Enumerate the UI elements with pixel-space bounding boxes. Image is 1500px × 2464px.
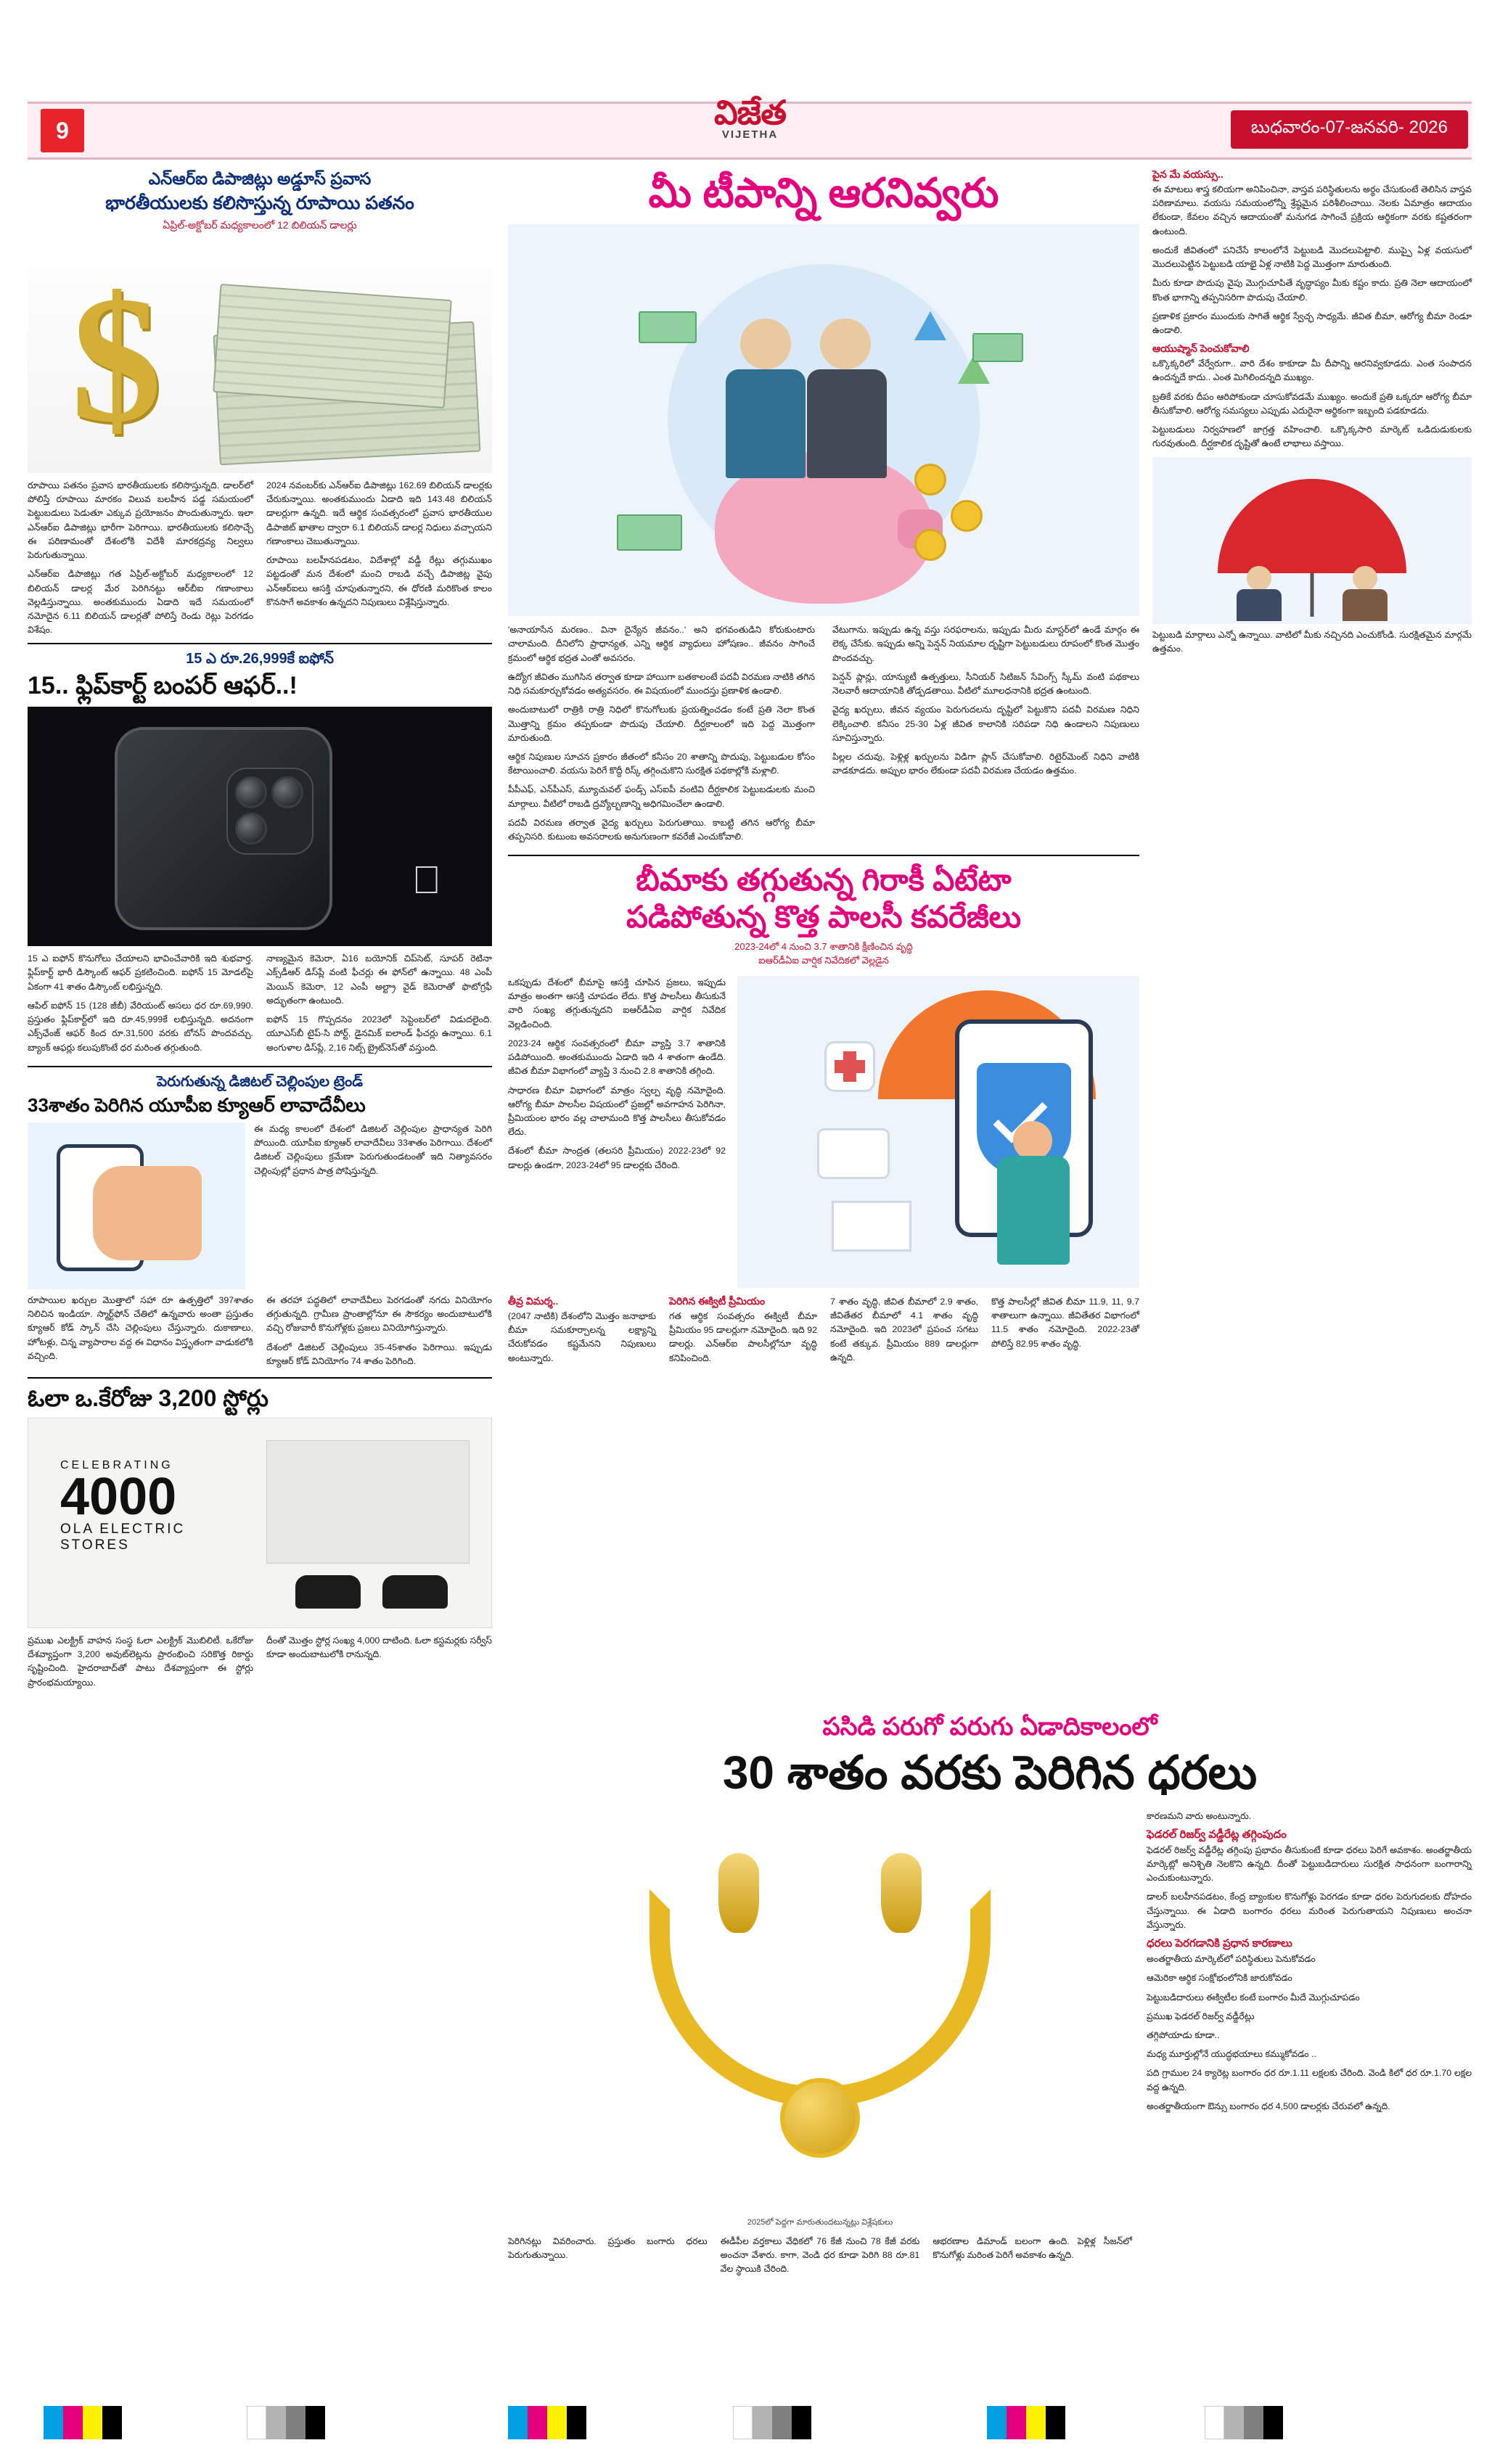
gold-subhead-1: ధరలు పెరగడానికి ప్రధాన కారణాలు (1147, 1937, 1292, 1950)
apple-logo-icon (412, 858, 442, 903)
retirement-body-columns (508, 623, 1139, 849)
color-bar-group (44, 2406, 122, 2439)
insurance-kicker-1: 2023-24లో 4 నుంచి 3.7 శాతానికి క్షీణించిన వృద్ధి (734, 941, 913, 953)
camera-module-icon (226, 768, 313, 855)
phone-body-shape (115, 727, 332, 930)
color-bar-group (508, 2406, 586, 2439)
right-column (1152, 168, 1472, 661)
iphone-body: 15 ఎ ఐఫోన్‌ కొనుగోలు చేయాలని భావించేవారికి ఇది శుభవార్త. ఫ్లిప్‌కార్ట్‌ భారీ డిస్కౌంట్‌ ఆఫర్‌ ప్రకటించింది. ఐఫోన్‌ 15 మోడల్‌పై ఏకంగా 41 శాతం డిస్కౌంట్‌ లభిస్తున్నది. ఆపిల్‌ ఐఫోన్‌ 15 (128 జీబీ) వేరియంట్‌ అసలు ధర రూ.69,990. ప్రస్తుతం ఫ్లిప్‌కార్ట్‌లో ఇది రూ.45,999కే లభిస్తున్నది. అదనంగా ఎక్స్‌ఛేంజ్‌ ఆఫర్‌ కింద రూ.31,500 వరకు బోనస్‌ పొందవచ్చు. బ్యాంక్‌ ఆఫర్లు కలుపుకొంటే ధర మరింత తగ్గుతుంది. నాణ్యమైన కెమెరా, ఏ16 బయోనిక్‌ చిప్‌సెట్‌, సూపర్‌ రెటినా ఎక్స్‌డీఆర్‌ డిస్‌ప్లే వంటి ఫీచర్లు ఈ ఫోన్‌లో ఉన్నాయి. 48 ఎంపీ మెయిన్‌ కెమెరా, 12 ఎంపీ అల్ట్రా వైడ్‌ కెమెరాతో ఫొటోగ్రఫీ అద్భుతంగా ఉంటుంది. ఐఫోన్‌ 15 గొప్పదనం 2023లో సెప్టెంబర్‌లో విడుదలైంది. యూఎస్‌బీ టైప్‌-సి పోర్ట్‌, డైనమిక్‌ ఐలాండ్‌ ఫీచర్లు ఉన్నాయి. 6.1 అంగుళాల డిస్‌ప్లే, 2,16 నిట్స్‌ బ్రైట్‌నెస్‌తో వస్తుంది. (28, 953, 492, 1053)
insurance-sub-col1 (508, 1295, 656, 1371)
logo-subtitle: VIJETHA (721, 128, 779, 141)
gold-image-caption: 2025లో పెద్దగా మారుతుందటున్నట్లు విశ్లేషకులు (747, 2217, 893, 2227)
retirement-headline: మీ టీపాన్ని ఆరనివ్వరు (648, 170, 999, 215)
article-insurance-demand (508, 862, 1139, 1371)
ola-banner-text (60, 1459, 185, 1553)
gold-side-body-0: కారణమని వారు అంటున్నారు. (1147, 1810, 1252, 1821)
gold-body: పెరిగినట్లు వివరించారు. ప్రస్తుతం బంగారు ధరలు పెరుగుతున్నాయి. ఈడీపీల వర్తకాలు వేధికలో 76 కేజీ నుంచి 78 కేజీ వరకు అంచనా వేశారు. కాగా, వెండి ధర కూడా పెరిగి 88 రూ.81 వేల స్థాయికి చేరింది. ఆభరణాల డిమాండ్‌ బలంగా ఉంది. పెళ్లిళ్ల సీజన్‌లో కొనుగోళ్లు మరింత పెరిగే అవకాశం ఉన్నది. (508, 2235, 1132, 2275)
banknote-icon (617, 514, 682, 551)
camera-lens-icon (235, 776, 267, 808)
divider (28, 1377, 492, 1379)
ola-body: ప్రముఖ ఎలక్ట్రిక్‌ వాహన సంస్థ ఓలా ఎలక్ట్రిక్‌ మొబిలిటీ. ఒకేరోజు దేశవ్యాప్తంగా 3,200 అవుట్‌లెట్లను ప్రారంభించి సరికొత్త రికార్డు సృష్టించింది. హైదరాబాద్‌తో పాటు దేశవ్యాప్తంగా ఈ స్టోర్లు ప్రారంభమయ్యాయి. దీంతో మొత్తం స్టోర్ల సంఖ్య 4,000 దాటింది. ఓలా కస్టమర్లకు సర్వీస్‌ కూడా అందుబాటులోకి రానున్నది. (28, 1635, 492, 1688)
elderly-woman-body-icon (726, 369, 806, 478)
insurance-sub-body-2: గత ఆర్థిక సంవత్సరం ఈక్విటీ బీమా ప్రీమియం 95 డాలర్లుగా నమోదైంది. ఇది 92 డాలర్లు. ఎన్‌ఆర్‌ఐ పాలసీల్లోనూ వృద్ధి కనిపించింది. (669, 1311, 817, 1363)
scooter-icon (295, 1575, 361, 1609)
article-iphone-offer (28, 650, 492, 1059)
elderly-couple-umbrella-illustration (1152, 457, 1472, 624)
right-subhead-1: పైన మే వయస్సు.. (1152, 168, 1224, 180)
umbrella-icon (1218, 479, 1406, 573)
showroom-building-icon (266, 1440, 470, 1564)
newspaper-logo (714, 96, 786, 140)
insurance-sub-col4 (991, 1295, 1139, 1371)
divider (28, 1066, 492, 1067)
article-retirement-feature (508, 168, 1139, 849)
family-card-icon (817, 1128, 890, 1179)
article-upi-qr (28, 1073, 492, 1371)
gray-bar-group (247, 2406, 325, 2439)
issue-date: బుధవారం-07-జనవరి- 2026 (1231, 110, 1468, 149)
gold-image-block (508, 1810, 1132, 2277)
person-body-icon (1343, 589, 1388, 621)
dollar-sign-icon: $ (71, 259, 162, 460)
page-number: 9 (41, 109, 84, 152)
gold-kicker: పసిడి పరుగో పరుగు ఏడాదికాలంలో (822, 1713, 1157, 1741)
gray-bar-group (733, 2406, 811, 2439)
ola-headline: ఓలా ఒ.కేరోజు 3,200 స్టోర్లు (28, 1384, 269, 1411)
insurance-headline-line1: బీమాకు తగ్గుతున్న గిరాకీ ఏటేటా (636, 863, 1012, 898)
person-head-icon (1247, 566, 1271, 591)
camera-lens-icon (271, 776, 303, 808)
article-nri-deposits (28, 168, 492, 637)
middle-column (508, 168, 1139, 1371)
health-insurance-shield-illustration (737, 976, 1139, 1288)
banknote-icon (972, 333, 1023, 362)
ola-stores-label: STORES (60, 1537, 130, 1553)
insurance-headline-line2: పడిపోతున్న కొత్త పాలసీ కవరేజీలు (626, 899, 1021, 934)
nri-kicker: ఎన్‌ఆర్‌ఐ డిపాజిట్లు అడ్డూస్‌ ప్రవాస (148, 169, 372, 188)
insurance-subhead-2: పెరిగిన ఈక్విటీ ప్రీమియం (669, 1295, 766, 1307)
umbrella-handle-icon (1311, 573, 1314, 617)
iphone-product-photo (28, 707, 492, 946)
upi-headline: 33శాతం పెరిగిన యూపీఐ క్యూఆర్‌ లావాదేవీలు (28, 1093, 366, 1116)
iphone-headline: 15.. ఫ్లిప్‌కార్ట్‌ బంపర్ ఆఫర్..! (28, 672, 298, 700)
elderly-man-head-icon (820, 319, 871, 369)
insurance-subhead-1: తీవ్ర విమర్శ.. (508, 1295, 559, 1307)
insurance-sub-body-1: (2047 నాటికి) దేశంలోని మొత్తం జనాభాకు బీమా సమకూర్చాలన్న లక్ష్యాన్ని చేరుకోవడం కష్టమేనని నిపుణులు అంటున్నారు. (508, 1311, 656, 1363)
article-ola-stores (28, 1384, 492, 1690)
banknote-icon (639, 311, 697, 343)
upi-content (28, 1122, 492, 1289)
gold-bullets: అంతర్జాతీయ మార్కెట్‌లో పరిస్థితులు పెనుకోవడం ఆమెరికా ఆర్థిక సంక్షోభంలోనికి జారుకోవడం పెట్టుబడిదారులు ఈక్విటీల కంటే బంగారం మీదే మొగ్గుచూపడం ప్రముఖ ఫెడరల్‌ రిజర్వ్‌ వడ్డీరేట్లు తగ్గిపోయాడు కూడా.. మధ్య మూర్తుల్లోనే యుద్ధభయాలు కమ్ముకోవడం .. (1147, 1954, 1360, 2060)
elderly-man-body-icon (807, 369, 887, 478)
camera-lens-icon (235, 813, 267, 845)
gold-content-row (508, 1810, 1472, 2277)
ola-store-count: 4000 (60, 1467, 177, 1526)
iphone-kicker: 15 ఎ రూ.26,999కే ఐఫోన్ (186, 651, 334, 668)
coin-icon (914, 464, 946, 496)
hand-icon (93, 1166, 202, 1260)
upi-body-a: ఈ మధ్య కాలంలో దేశంలో డిజిటల్‌ చెల్లింపుల ప్రాధాన్యత పెరిగి పోయింది. యూపీఐ క్యూఆర్‌ లావాదేవీలు 33శాతం పెరిగాయి. దేశంలో డిజిటల్‌ చెల్లింపులు క్రమేణా పెరుగుతుండటంతో ఇది నిత్యావసరం చెల్లింపుల్లో ప్రధాన పాత్ర పోషిస్తున్నది. (254, 1123, 492, 1176)
dollar-and-cash-illustration (28, 234, 492, 473)
coin-icon (951, 500, 983, 532)
right-body-1: ఈ మాటలు శాస్త్ర కలియగా అనిపించినా, వాస్తవ పరిస్థితులను అర్థం చేసుకుంటే తెలిసిన వాస్తవ పరిణామాలు. వయసు సమయంలోన్నీ శ్రేష్ఠమైన పరిశీలించాయి. నెలకు ఏమాత్రం ఆదాయం లేకుండా, కేవలం వచ్చిన ఆదాయంతో మనుగడ సాగించే ప్రక్రియ ఆర్థికంగా వరకు కష్టతరంగా ఉంటుంది. అందుకే జీవితంలో పనిచేసే కాలంలోనే పెట్టుబడి మొదలుపెట్టాలి. ముప్పై ఏళ్ల వయసులో మొదలుపెట్టిన పెట్టుబడి యాభై ఏళ్ల నాటికి పెద్ద మొత్తంగా మారుతుంది. మీరు కూడా పొదుపు వైపు మొగ్గుచూపితే వృద్ధాప్యం మీకు కష్టం కాదు. ప్రతి నెలా ఆదాయంలో కొంత భాగాన్ని తప్పనిసరిగా పొదుపు చేయాలి. ప్రణాళిక ప్రకారం ముందుకు సాగితే ఆర్థిక స్వేచ్ఛ సాధ్యమే. జీవిత బీమా, ఆరోగ్య బీమా రెండూ ఉండాలి. (1152, 184, 1472, 335)
gold-headline: 30 శాతం వరకు పెరిగిన ధరలు (722, 1746, 1258, 1799)
necklace-icon (649, 1889, 991, 2107)
color-bar-group (987, 2406, 1065, 2439)
pendant-icon (780, 2078, 860, 2158)
gray-bar-group (1205, 2406, 1283, 2439)
cash-stack-secondary-icon (213, 284, 452, 408)
logo-title: విజేత (713, 94, 787, 131)
right-body-3: పెట్టుబడి మార్గాలు ఎన్నో ఉన్నాయి. వాటిలో మీకు నచ్చినది ఎంచుకోండి. సురక్షితమైన మార్గమే ఉత్తమం. (1152, 629, 1472, 654)
left-column (28, 168, 492, 1690)
ola-celebrating-label: CELEBRATING (60, 1458, 173, 1471)
ola-4000-stores-banner (28, 1418, 492, 1628)
nri-body: రూపాయి పతనం ప్రవాస భారతీయులకు కలిసొస్తున్నది. డాలర్‌లో పోలిస్తే రూపాయి మారకం విలువ బలహీన పడ్డ సమయంలో పెట్టుబడులు పెడుతూ ఎక్కువ ప్రయోజనం పొందుతున్నారు. ఇలా ఎన్‌ఆర్‌ఐ డిపాజిట్లు భారీగా పెరిగాయి. భారతీయులకు కలిసొచ్చే ఈ పరిణామంతో దేశంలోకి విదేశీ మారకద్రవ్య నిల్వలు పెరుగుతున్నాయి. ఎన్‌ఆర్‌ఐ డిపాజిట్లు గత ఏప్రిల్‌-అక్టోబర్‌ మధ్యకాలంలో 12 బిలియన్‌ డాలర్ల మేర పెరిగినట్టు ఆర్‌బీఐ గణాంకాలు వెల్లడిస్తున్నాయి. అంతకుముందు ఏడాది ఇదే సమయంలో నమోదైన 6.11 బిలియన్‌ డాలర్లతో పోలిస్తే రెండు రెట్లు పెరగడం విశేషం. 2024 నవంబర్‌కు ఎన్‌ఆర్‌ఐ డిపాజిట్లు 162.69 బిలియన్‌ డాలర్లకు చేరుకున్నాయి. అంతకుముందు ఏడాది ఇది 143.48 బిలియన్‌ డాలర్లుగా ఉన్నది. ఇదే ఆర్థిక సంవత్సరంలో ప్రవాస భారతీయుల డిపాజిట్‌ ఖాతాల ద్వారా 6.1 బిలియన్‌ డాలర్ల నిధులు వచ్చాయని గణాంకాలు చెబుతున్నాయి. రూపాయి బలహీనపడటం, విదేశాల్లో వడ్డీ రేట్లు తగ్గుముఖం పట్టడంతో మన దేశంలో మంచి రాబడి వచ్చే డిపాజిట్ల వైపు ఎన్‌ఆర్‌ఐలు ఆసక్తి చూపుతున్నారని, ఈ ధోరణి మరికొంత కాలం కొనసాగే అవకాశం ఉన్నదని నిపుణులు విశ్లేషిస్తున్నారు. (28, 480, 492, 636)
gold-necklace-jewellery-photo (508, 1810, 1132, 2216)
article-gold-prices (508, 1712, 1472, 2276)
insurance-body-left: ఒకప్పుడు దేశంలో బీమాపై ఆసక్తి చూపిన ప్రజలు, ఇప్పుడు మాత్రం అంతగా ఆసక్తి చూపడం లేదు. కొత్త పాలసీలు తీసుకునే వారి సంఖ్య తగ్గుతున్నదని ఐఆర్‌డీఏఐ వార్షిక నివేదిక వెల్లడించింది. 2023-24 ఆర్థిక సంవత్సరంలో బీమా వ్యాప్తి 3.7 శాతానికి పడిపోయింది. అంతకుముందు ఏడాది ఇది 4 శాతంగా ఉండేది. జీవిత బీమా విభాగంలో వ్యాప్తి 3 నుంచి 2.8 శాతానికి తగ్గింది. సాధారణ బీమా విభాగంలో మాత్రం స్వల్ప వృద్ధి నమోదైంది. ఆరోగ్య బీమా పాలసీల విషయంలో ప్రజల్లో అవగాహన పెరిగినా, ప్రీమియంల భారం వల్ల చాలామంది కొత్త పాలసీలు తీసుకోవడం లేదు. దేశంలో బీమా సాంద్రత (తలసరి ప్రీమియం) 2022-23లో 92 డాలర్లు ఉండగా, 2023-24లో 95 డాలర్లకు చేరింది. (508, 977, 726, 1170)
nurse-head-icon (1013, 1121, 1052, 1160)
person-head-icon (1353, 566, 1377, 591)
gold-side-body-2: పది గ్రాముల 24 క్యారెట్ల బంగారం ధర రూ.1.11 లక్షలకు చేరింది. వెండి కిలో ధర రూ.1.70 లక్షల వద్ద ఉన్నది. అంతర్జాతీయంగా ఔన్సు బంగారం ధర 4,500 డాలర్లకు చేరువలో ఉన్నది. (1147, 2068, 1472, 2111)
right-subhead-2: ఆయుష్మాన్ పెంచుకోవాలి (1152, 342, 1250, 355)
insurance-sub-col2 (669, 1295, 817, 1371)
retirement-savings-piggy-bank-illustration (508, 224, 1139, 616)
printing-color-bars (0, 2406, 1500, 2439)
divider (28, 643, 492, 644)
right-body-2: ఒక్కొక్కరిలో వేర్వేరుగా.. వారి దేశం కాకూడా మీ దీపాన్ని ఆరనివ్వకూడదు. ఎంత సంపాదన ఉందన్నదే కాదు.. ఎంత మిగిలిందన్నది ముఖ్యం. బ్రతికే వరకు దీపం ఆరిపోకుండా చూసుకోవడమే ముఖ్యం. అందుకే ప్రతి ఒక్కరూ ఆరోగ్య బీమా తీసుకోవాలి. ఆరోగ్య సమస్యలు ఎప్పుడు ఎదురైనా ఆర్థికంగా ఇబ్బంది పడకూడదు. పెట్టుబడులు నిర్వహణలో జాగ్రత్త వహించాలి. ఒక్కొక్కసారి మార్కెట్‌ ఒడిదుడుకులకు గురవుతుంది. దీర్ఘకాలిక దృష్టితో ఉంటే లాభాలు వస్తాయి. (1152, 358, 1472, 449)
nri-headline: భారతీయులకు కలిసొస్తున్న రూపాయి పతనం (105, 192, 414, 213)
growth-arrow-icon (914, 311, 946, 340)
insurance-sub-body-3: 7 శాతం వృద్ధి, జీవిత బీమాలో 2.9 శాతం, జీవితేతర బీమాలో 4.1 శాతం వృద్ధి నమోదైంది. ఇది 2023లో ప్రపంచ సగటు కంటే తక్కువ. ప్రీమియం 889 డాలర్లుగా ఉన్నది. (830, 1297, 978, 1363)
upi-kicker: పెరుగుతున్న డిజిటల్‌ చెల్లింపుల ట్రెండ్‌ (156, 1073, 364, 1090)
person-body-icon (1237, 589, 1282, 621)
nurse-body-icon (997, 1156, 1070, 1265)
insurance-top-row (508, 976, 1139, 1288)
gold-side-column (1147, 1810, 1472, 2277)
home-icon (832, 1201, 911, 1252)
insurance-sub-col3 (830, 1295, 978, 1371)
insurance-bottom-row (508, 1295, 1139, 1371)
elderly-woman-head-icon (740, 319, 791, 369)
retirement-body-col1: 'అనాయాసేన మరణం.. వినా దైన్యేన జీవనం..' అని భగవంతుడిని కోరుకుంటారు చాలామంది. దీనిలోని ప్రాధాన్యత, ఎన్ని ఆర్థిక వ్యాధులు హోషణం.. జీవనం సాగించే క్రమంలో ఆర్థిక భద్రత ఎంతో అవసరం. ఉద్యోగ జీవితం ముగిసిన తర్వాత కూడా హాయిగా బతకాలంటే పదవీ విరమణ నాటికి తగిన నిధి సమకూర్చుకోవడం అత్యవసరం. ఈ విషయంలో ముందస్తు ప్రణాళిక ఉండాలి. అందుబాటులో రాత్రికి రాత్రి నిధిలో కొనుగోలుకు ప్రయత్నించడం కంటే ప్రతి నెలా కొంత మొత్తాన్ని క్రమం తప్పకుండా పొదుపు చేయాలి. దీర్ఘకాలంలో ఇది పెద్ద మొత్తంగా మారుతుంది. ఆర్థిక నిపుణుల సూచన ప్రకారం జీతంలో కనీసం 20 శాతాన్ని పొదుపు, పెట్టుబడుల కోసం కేటాయించాలి. వయసు పెరిగే కొద్దీ రిస్క్‌ తగ్గించుకొని సురక్షిత పథకాల్లోకి మళ్లాలి. పీపీఎఫ్‌, ఎన్‌పీఎస్‌, మ్యూచువల్‌ ఫండ్స్‌ ఎస్‌ఐపీ వంటివి దీర్ఘకాలిక పెట్టుబడులకు మంచి మార్గాలు. వీటిలో రాబడి ద్రవ్యోల్బణాన్ని అధిగమించేలా ఉండాలి. పదవీ విరమణ తర్వాత వైద్య ఖర్చులు పెరుగుతాయి. కాబట్టి తగిన ఆరోగ్య బీమా తప్పనిసరి. కుటుంబ అవసరాలకు అనుగుణంగా కవరేజీ ఎంచుకోవాలి. (508, 625, 815, 842)
divider (508, 855, 1139, 856)
ola-brand-label: OLA ELECTRIC (60, 1521, 186, 1537)
gold-side-body-1: ఫెడరల్‌ రిజర్వ్‌ వడ్డీరేట్ల తగ్గింపు ప్రభావం తీసుకుంటే కూడా ధరలు పెరిగే అవకాశం. అంతర్జాతీయ మార్కెట్లో అనిశ్చితి నెలకొని ఉన్నది. దీంతో పెట్టుబడిదారులు సురక్షిత సాధనంగా బంగారాన్ని ఎంచుకుంటున్నారు. డాలర్‌ బలహీనపడటం, కేంద్ర బ్యాంకుల కొనుగోళ్లు పెరగడం కూడా ధరల పెరుగుదలకు దోహదం చేస్తున్నాయి. ఈ ఏడాది బంగారం ధరలు మరింత పెరుగుతాయని నిపుణులు అంచనా వేస్తున్నారు. (1147, 1844, 1472, 1930)
insurance-kicker-2: ఐఆర్‌డీఏఐ వార్షిక నివేదికలో వెల్లడైన (758, 955, 889, 966)
coin-icon (914, 529, 946, 561)
qr-code-payment-illustration (28, 1122, 245, 1289)
scooter-icon (382, 1575, 448, 1609)
gold-subhead-0: ఫెడరల్‌ రిజర్వ్‌ వడ్డీరేట్ల తగ్గింపుదం (1147, 1828, 1287, 1841)
nri-subhead: ఏప్రిల్‌-అక్టోబర్‌ మధ్యకాలంలో 12 బిలియన్‌ డాలర్లు (163, 219, 357, 231)
cross-horizontal (835, 1060, 865, 1073)
retirement-body-col2: వేటుగాను. ఇప్పుడు ఉన్న వస్తు సరఫరాలను, ఇప్పుడు మీరు మాస్టర్‌లో ఉండే మార్గం ఈ లెక్క చేసేకు. ఇప్పుడు అన్ని పెన్షన్‌ నియమాల దృష్టిగా పెట్టుబడులు రూపంలో కొంత మొత్తం పొందవచ్చు. పెన్షన్‌ ప్లాన్లు, యాన్యుటీ ఉత్పత్తులు, సీనియర్‌ సిటిజన్‌ సేవింగ్స్‌ స్కీమ్‌ వంటి పథకాలు నెలవారీ ఆదాయానికి తోడ్పడతాయి. వీటిలో మూలధనానికి భద్రత ఉంటుంది. వైద్య ఖర్చులు, జీవన వ్యయం పెరుగుదలను దృష్టిలో పెట్టుకొని పదవీ విరమణ నిధిని లెక్కించాలి. కనీసం 25-30 ఏళ్ల జీవిత కాలానికి సరిపడా నిధి ఉండాలని నిపుణులు సూచిస్తున్నారు. పిల్లల చదువు, పెళ్లిళ్ల ఖర్చులను విడిగా ప్లాన్‌ చేసుకోవాలి. రిటైర్‌మెంట్‌ నిధిని వాటికి వాడకూడదు. అప్పుల భారం లేకుండా పదవీ విరమణ చేయడం ఉత్తమం. (832, 625, 1139, 776)
upi-body-b: రూపాయిల ఖర్చుల మొత్తాలో సహా రూ ఉత్పత్తిలో 397శాతం నిలిచిన ఇండియా. స్మార్ట్‌ఫోన్‌ చేతిలో ఉన్నవారు అంతా ప్రస్తుతం క్యూఆర్‌ కోడ్‌ స్కాన్‌ చేసి చెల్లింపులు చేస్తున్నారు. దుకాణాలు, హోటళ్లు, చిన్న వ్యాపారాల వద్ద ఈ విధానం విస్తృతంగా వాడుకలోకి వచ్చింది. ఈ తరహా పద్ధతిలో లావాదేవీలు పెరగడంతో నగదు వినియోగం తగ్గుతున్నది. గ్రామీణ ప్రాంతాల్లోనూ ఈ సౌకర్యం అందుబాటులోకి వచ్చి రోజువారీ కొనుగోళ్లకు ప్రజలు వినియోగిస్తున్నారు. దేశంలో డిజిటల్‌ చెల్లింపులు 35-45శాతం పెరిగాయి. ఇప్పుడు క్యూఆర్‌ కోడ్‌ వినియోగం 74 శాతం పెరిగింది. (28, 1294, 492, 1366)
insurance-sub-body-4: కొత్త పాలసీల్లో జీవిత బీమా 11.9, 11, 9.7 శాతాలుగా ఉన్నాయి. జీవితేతర విభాగంలో 11.5 శాతం నమోదైంది. 2022-23తో పోలిస్తే 82.95 శాతం వృద్ధి. (991, 1297, 1139, 1349)
